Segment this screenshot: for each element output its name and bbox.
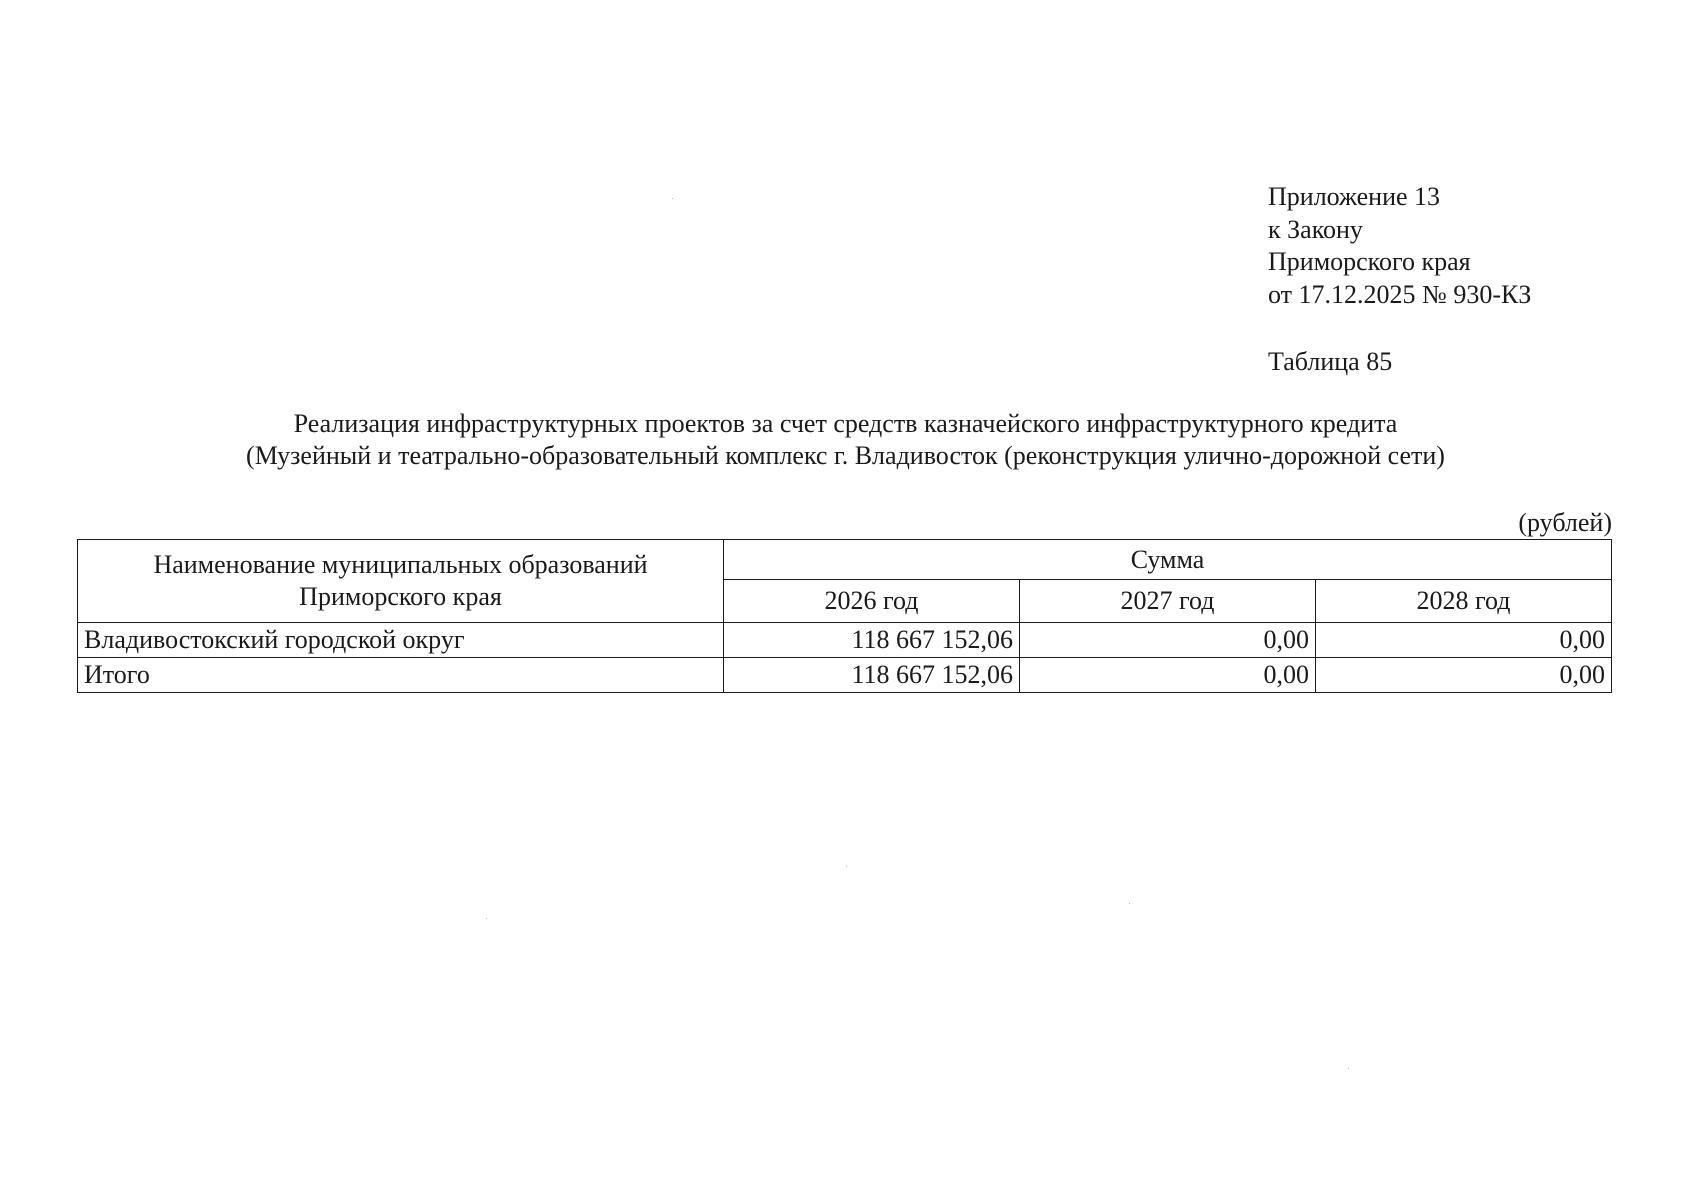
header-municipality-line-2: Приморского края: [299, 582, 502, 611]
total-value-2027: 0,00: [1020, 658, 1316, 693]
total-value-2028: 0,00: [1316, 658, 1612, 693]
total-label: Итого: [78, 658, 724, 693]
title-line-1: Реализация инфраструктурных проектов за счет средств казначейского инфраструктурного кредита: [293, 409, 1398, 438]
header-year-2026: 2026 год: [724, 580, 1020, 623]
header-sum: Сумма: [724, 540, 1612, 580]
budget-table: [77, 539, 1612, 693]
total-row: [78, 658, 1612, 693]
scan-speck: [846, 866, 847, 867]
title-line-2: (Музейный и театрально-образовательный комплекс г. Владивосток (реконструкция улично-дорожной сети): [246, 441, 1445, 470]
document-title: [0, 408, 1691, 472]
table-header-row: [78, 540, 1612, 580]
table-row: [78, 623, 1612, 658]
appendix-line-1: Приложение 13: [1268, 182, 1441, 211]
appendix-line-2: к Закону: [1268, 214, 1363, 244]
appendix-line-4: от 17.12.2025 № 930-КЗ: [1268, 279, 1532, 309]
row-value-2027: 0,00: [1020, 623, 1316, 658]
header-year-2027: 2027 год: [1020, 580, 1316, 623]
header-municipality: [78, 540, 724, 623]
appendix-line-3: Приморского края: [1268, 247, 1471, 276]
row-value-2026: 118 667 152,06: [724, 623, 1020, 658]
scan-speck: [486, 918, 487, 919]
header-year-2028: 2028 год: [1316, 580, 1612, 623]
scan-speck: [1348, 1068, 1349, 1069]
appendix-block: [1268, 181, 1531, 311]
total-value-2026: 118 667 152,06: [724, 658, 1020, 693]
scan-speck: [1129, 903, 1130, 904]
header-municipality-line-1: Наименование муниципальных образований: [153, 550, 648, 579]
row-municipality-name: Владивостокский городской округ: [78, 623, 724, 658]
table-number: Таблица 85: [1268, 347, 1393, 376]
unit-label: (рублей): [1518, 508, 1612, 537]
row-value-2028: 0,00: [1316, 623, 1612, 658]
scan-speck: [672, 198, 673, 199]
